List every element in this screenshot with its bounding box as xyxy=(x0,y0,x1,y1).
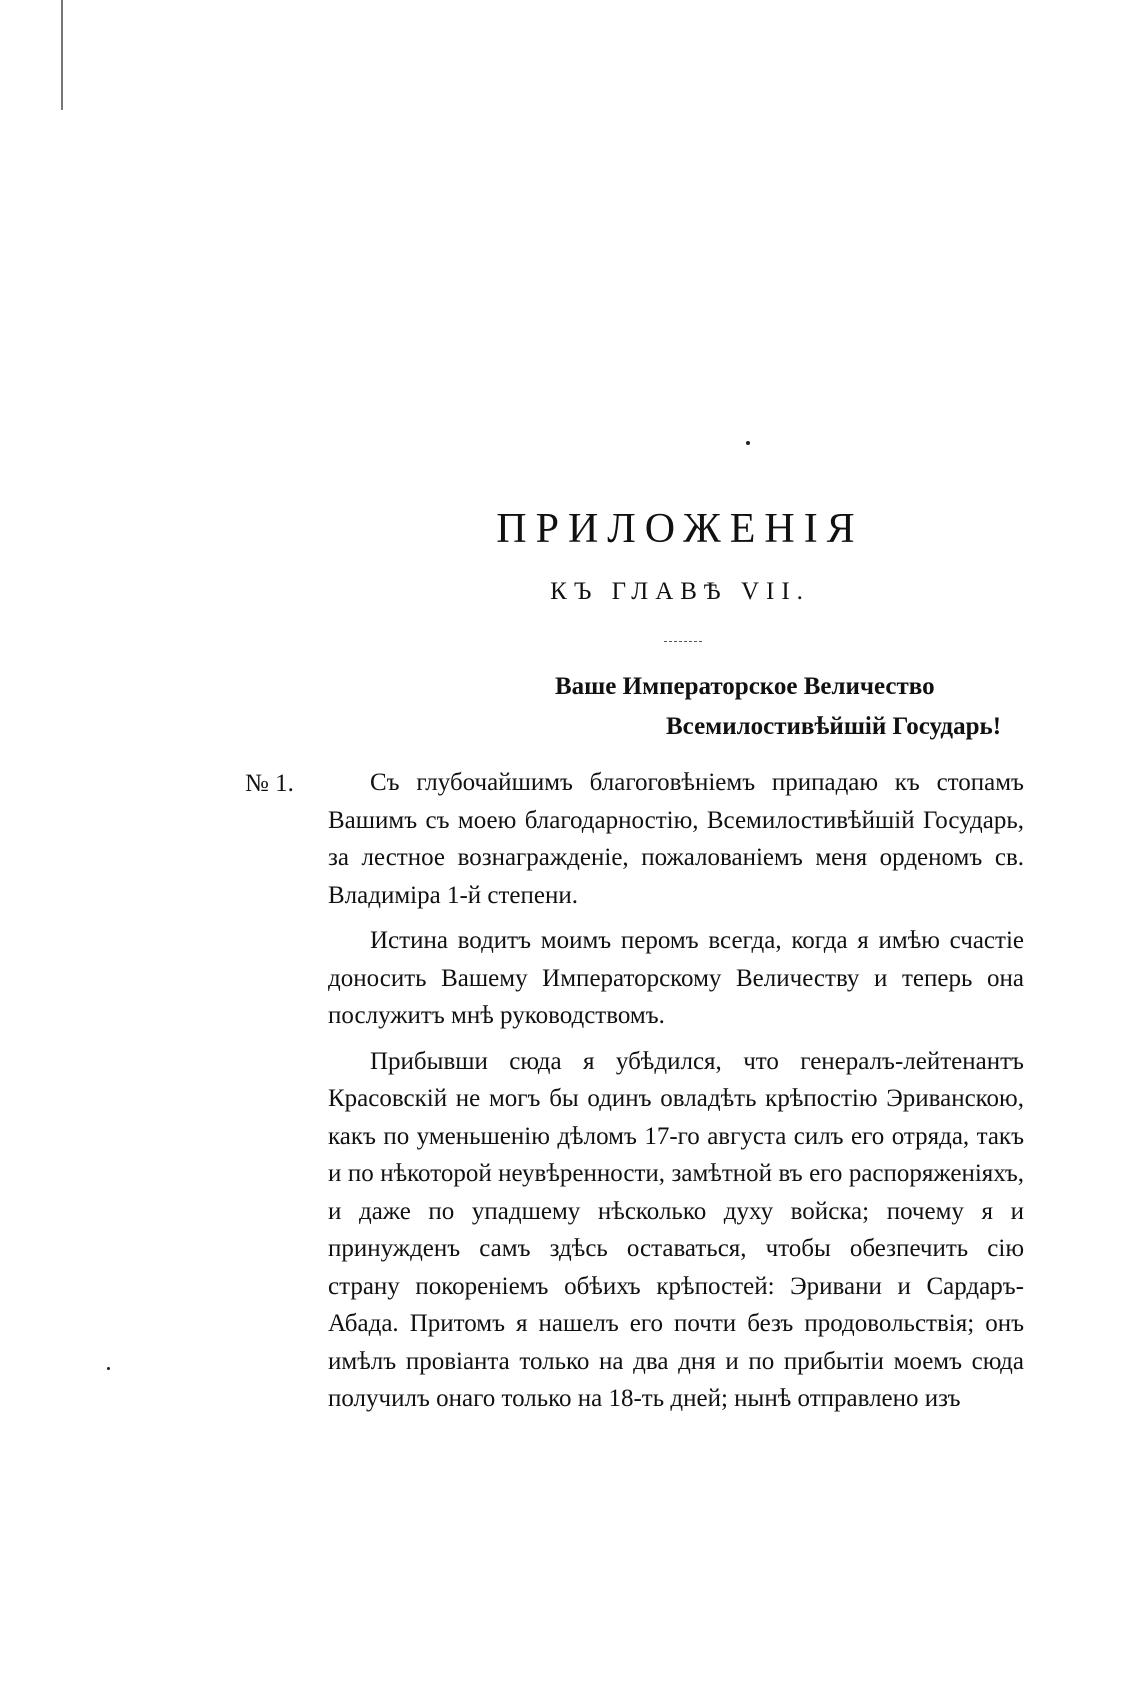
scan-edge-mark xyxy=(61,0,63,110)
salutation-line-2: Всемилостивѣйшій Государь! xyxy=(666,713,1002,740)
divider xyxy=(664,641,702,642)
document-body xyxy=(328,764,1024,1426)
page-subtitle: КЪ ГЛАВѢ VII. xyxy=(550,578,810,605)
paragraph: Истина водитъ моимъ перомъ всегда, когда я имѣю счастіе доносить Вашему Императорскому Величеству и теперь она послужитъ мнѣ руководствомъ. xyxy=(328,927,1024,1029)
salutation-line-1: Ваше Императорское Величество xyxy=(555,673,935,700)
ink-speck xyxy=(107,1367,110,1370)
page-title: ПРИЛОЖЕНІЯ xyxy=(496,506,864,552)
paragraph: Прибывши сюда я убѣдился, что генералъ-лейтенантъ Красовскій не могъ бы одинъ овладѣть крѣпостію Эриванскою, какъ по уменьшенію дѣломъ 17-го августа силъ его отряда, такъ и по нѣкоторой неувѣренности, замѣтной въ его распоряженіяхъ, и даже по упадшему нѣсколько духу войска; почему я и принужденъ самъ здѣсь оставаться, чтобы обезпечить сію страну покореніемъ обѣихъ крѣпостей: Эривани и Сардаръ-Абада. Притомъ я нашелъ его почти безъ продовольствія; онъ имѣлъ провіанта только на два дня и по прибытіи моемъ сюда получилъ онаго только на 18-ть дней; нынѣ отправлено изъ xyxy=(328,1047,1024,1412)
paragraph: Съ глубочайшимъ благоговѣніемъ припадаю къ стопамъ Вашимъ съ моею благодарностію, Всемилостивѣйшій Государь, за лестное вознагражденіе, пожалованіемъ меня орденомъ св. Владиміра 1-й степени. xyxy=(328,769,1024,909)
ink-speck xyxy=(746,441,750,445)
document-number: № 1. xyxy=(245,770,294,797)
